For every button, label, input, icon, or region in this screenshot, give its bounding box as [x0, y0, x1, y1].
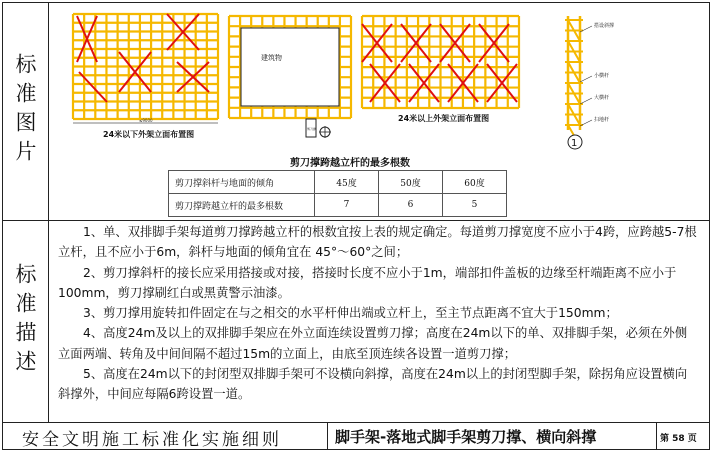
divider [656, 422, 657, 450]
table-title: 剪刀撑跨越立杆的最多根数 [290, 158, 410, 169]
figure4-label: 扫地杆 [594, 117, 610, 123]
page-number: 第 58 页 [660, 434, 697, 444]
building-outline [241, 28, 339, 106]
table-cell: 50度 [379, 171, 443, 194]
leader-line [580, 26, 592, 32]
paragraph-2: 2、剪刀撑斜杆的接长应采用搭接或对接，搭接时长度不应小于1m，端部扣件盖板的边缘至杆端距离不应小于100mm，剪刀撑刷红白或黑黄警示油漆。 [58, 265, 677, 300]
section-label-images-text: 标准图片 [13, 53, 37, 169]
section-label-images [2, 2, 49, 220]
figure-number: 1 [571, 138, 578, 149]
paragraph-3: 3、剪刀撑用旋转扣件固定在与之相交的水平杆伸出端或立杆上，至主节点距离不宜大于150mm； [83, 306, 618, 321]
table-cell: 5 [443, 194, 507, 217]
divider [327, 422, 328, 450]
paragraph-1: 1、单、双排脚手架每道剪刀撑跨越立杆的根数宜按上表的规定确定。每道剪刀撑宽度不应小于4跨，应跨越5-7根立杆，且不应小于6m，斜杆与地面的倾角宜在 45°～60°之间； [58, 225, 697, 260]
table-cell: 6 [379, 194, 443, 217]
footer-right-title: 脚手架-落地式脚手架剪刀撑、横向斜撑 [335, 428, 597, 446]
figure1-caption: 24米以下外架立面布置图 [103, 130, 195, 139]
section-label-description-text: 标准描述 [13, 263, 37, 379]
leader-line [580, 120, 592, 126]
leader-line [580, 76, 592, 82]
paragraph-5: 5、高度在24m以下的封闭型双排脚手架可不设横向斜撑，高度在24m以上的封闭型脚手架，除拐角应设置横向斜撑外，中间应每隔6跨设置一道。 [58, 367, 688, 402]
divider [2, 220, 710, 221]
figure4-label: 小横杆 [594, 73, 610, 79]
footer [2, 422, 710, 450]
small-box-label: 剪刀撑 [307, 127, 317, 131]
leader-line [580, 98, 592, 104]
table-row [169, 171, 507, 194]
figure4-label: 大横杆 [594, 95, 610, 101]
table-cell: 剪刀撑跨越立杆的最多根数 [169, 194, 315, 217]
figure3-caption: 24米以上外架立面布置图 [398, 114, 490, 123]
dimension-label: ≤9000 [139, 118, 153, 123]
table-cell: 60度 [443, 171, 507, 194]
footer-left-title: 安全文明施工标准化实施细则 [22, 430, 282, 450]
table-row [169, 194, 507, 217]
table-cell: 7 [315, 194, 379, 217]
building-label: 建筑物 [261, 54, 282, 62]
paragraph-4: 4、高度24m及以上的双排脚手架应在外立面连续设置剪刀撑；高度在24m以下的单、双排脚手架，必须在外侧立面两端、转角及中间间隔不超过15m的立面上，由底至顶连续各设置一道剪刀撑； [58, 326, 688, 361]
table-cell: 剪刀撑斜杆与地面的倾角 [169, 171, 315, 194]
table-cell: 45度 [315, 171, 379, 194]
brace-table [168, 170, 507, 217]
description-text [58, 222, 698, 405]
section-label-description [2, 220, 49, 422]
figure4-label: 搭设斜撑 [594, 23, 615, 29]
